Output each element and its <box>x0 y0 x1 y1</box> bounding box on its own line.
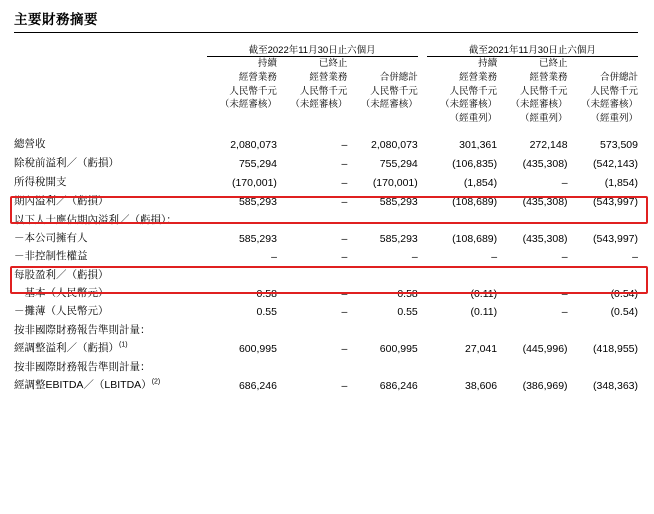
footnote-marker: (1) <box>119 341 128 349</box>
header-col-1-line3: 人民幣千元 <box>299 85 348 97</box>
title-divider <box>14 32 638 33</box>
header-col-1-line2: 經營業務 <box>309 71 348 83</box>
table-row <box>14 170 638 189</box>
row-value: 573,509 <box>600 138 638 151</box>
header-col-5-line4: （未經審核） <box>580 99 638 111</box>
header-col-3-line5: （經重列） <box>449 113 498 125</box>
table-section-row <box>14 208 638 227</box>
row-value: 0.58 <box>397 287 418 300</box>
table-row <box>14 132 638 151</box>
header-line1 <box>14 57 638 71</box>
header-col-5-line3: 人民幣千元 <box>590 85 638 97</box>
header-col-3-line3: 人民幣千元 <box>449 85 498 97</box>
header-col-1-line4: （未經審核） <box>290 99 348 111</box>
row-value: (108,689) <box>452 232 498 245</box>
row-value: (435,308) <box>522 157 568 170</box>
row-value: 755,294 <box>379 157 418 170</box>
row-value: – <box>561 250 568 263</box>
header-period-row <box>14 42 638 57</box>
header-col-1-line1: 已終止 <box>318 58 348 69</box>
row-value: – <box>341 379 348 392</box>
row-value: – <box>341 138 348 151</box>
row-label: 所得稅開支 <box>14 175 67 188</box>
table-row <box>14 374 638 392</box>
row-value: – <box>341 342 348 355</box>
header-col-0-line5 <box>207 112 277 126</box>
row-value: (170,001) <box>231 176 277 189</box>
header-col-5-line1 <box>568 57 638 71</box>
header-col-2-line3: 人民幣千元 <box>370 85 418 97</box>
header-line4 <box>14 98 638 112</box>
header-period-prior: 截至2021年11月30日止六個月 <box>427 42 638 57</box>
row-value: 600,995 <box>238 342 277 355</box>
row-value: 585,293 <box>379 232 418 245</box>
header-col-2-line4: （未經審核） <box>360 99 418 111</box>
row-value: (543,997) <box>593 195 638 208</box>
header-col-4-line3: 人民幣千元 <box>520 85 568 97</box>
row-value: (106,835) <box>452 157 498 170</box>
row-label: －非控制性權益 <box>14 249 88 262</box>
row-value: (435,308) <box>522 232 568 245</box>
table-row <box>14 151 638 170</box>
footnote-marker: (2) <box>151 378 161 386</box>
section-label: 按非國際財務報告準則計量： <box>14 360 151 373</box>
row-value: (170,001) <box>372 176 418 189</box>
row-label: －本公司擁有人 <box>14 231 88 244</box>
row-value: 2,080,073 <box>230 138 277 151</box>
table-row <box>14 245 638 263</box>
row-value: – <box>491 250 498 263</box>
header-col-0-line4: （未經審核） <box>219 99 277 111</box>
row-value: (1,854) <box>604 176 638 189</box>
row-label: 總營收 <box>14 137 46 150</box>
section-label: 每股盈利／（虧損） <box>14 268 109 281</box>
row-value: – <box>341 232 348 245</box>
table-section-row <box>14 263 638 282</box>
row-label: －攤薄（人民幣元） <box>14 304 109 317</box>
header-col-0-line2: 經營業務 <box>238 71 277 83</box>
header-period-current: 截至2022年11月30日止六個月 <box>207 42 418 57</box>
header-col-1-line5 <box>277 112 347 126</box>
row-label: 除稅前溢利／（虧損） <box>14 156 119 169</box>
header-col-4-line5: （經重列） <box>520 113 568 125</box>
header-line3 <box>14 85 638 99</box>
table-row <box>14 337 638 355</box>
header-col-5-line2: 合併總計 <box>599 71 638 83</box>
table-row <box>14 300 638 318</box>
row-value: 585,293 <box>238 232 277 245</box>
row-value: (386,969) <box>522 379 568 392</box>
header-line2 <box>14 71 638 85</box>
row-value: – <box>341 195 348 208</box>
row-value: (0.11) <box>470 287 498 300</box>
row-value: 686,246 <box>238 379 277 392</box>
row-value: (0.11) <box>470 305 498 318</box>
row-label: －基本（人民幣元） <box>14 286 109 299</box>
row-value: (543,997) <box>593 232 638 245</box>
row-label: 期內溢利／（虧損） <box>14 194 109 207</box>
row-label: 經調整溢利／（虧損） <box>14 341 119 354</box>
page-title: 主要財務摘要 <box>14 12 98 27</box>
row-value: 600,995 <box>379 342 418 355</box>
row-value: 585,293 <box>379 195 418 208</box>
table-header <box>14 42 638 132</box>
header-line5 <box>14 112 638 126</box>
row-value: 38,606 <box>465 379 498 392</box>
row-value: (542,143) <box>593 157 638 170</box>
header-col-2-line5 <box>347 112 417 126</box>
row-value: (348,363) <box>593 379 638 392</box>
header-col-3-line1: 持續 <box>478 58 498 69</box>
row-value: – <box>561 287 568 300</box>
row-value: – <box>561 176 568 189</box>
row-value: – <box>341 176 348 189</box>
row-value: 585,293 <box>238 195 277 208</box>
table-row <box>14 189 638 208</box>
row-value: (1,854) <box>463 176 498 189</box>
header-col-0-line1: 持續 <box>257 58 277 69</box>
row-value: 272,148 <box>529 138 568 151</box>
row-value: 0.55 <box>397 305 418 318</box>
row-value: – <box>341 250 348 263</box>
header-col-4-line2: 經營業務 <box>529 71 568 83</box>
header-col-0-line3: 人民幣千元 <box>229 85 277 97</box>
row-value: 2,080,073 <box>371 138 418 151</box>
row-value: – <box>341 287 348 300</box>
row-value: (0.54) <box>610 305 638 318</box>
row-value: 0.55 <box>256 305 277 318</box>
table-section-row <box>14 355 638 374</box>
row-value: 755,294 <box>238 157 277 170</box>
section-label: 按非國際財務報告準則計量： <box>14 323 151 336</box>
header-col-5-line5: （經重列） <box>590 113 638 125</box>
header-col-4-line4: （未經審核） <box>510 99 568 111</box>
row-value: (108,689) <box>452 195 498 208</box>
header-col-2-line2: 合併總計 <box>379 71 418 83</box>
row-value: – <box>341 157 348 170</box>
row-value: 301,361 <box>459 138 498 151</box>
row-value: – <box>632 250 638 263</box>
header-col-3-line4: （未經審核） <box>440 99 498 111</box>
row-value: 686,246 <box>379 379 418 392</box>
row-label: 經調整EBITDA／（LBITDA） <box>14 378 152 391</box>
row-value: – <box>411 250 418 263</box>
table-row <box>14 227 638 245</box>
row-value: – <box>561 305 568 318</box>
table-row <box>14 282 638 300</box>
row-value: (445,996) <box>522 342 568 355</box>
header-col-2-line1 <box>347 57 417 71</box>
row-value: (0.54) <box>610 287 638 300</box>
row-value: – <box>341 305 348 318</box>
table-body <box>14 132 638 392</box>
financial-summary-table <box>14 42 638 392</box>
row-value: 0.58 <box>256 287 277 300</box>
table-section-row <box>14 318 638 337</box>
row-value: (435,308) <box>522 195 568 208</box>
row-value: 27,041 <box>465 342 498 355</box>
row-value: – <box>271 250 277 263</box>
section-label: 以下人士應佔期內溢利／（虧損）： <box>14 213 177 226</box>
header-col-3-line2: 經營業務 <box>459 71 498 83</box>
row-value: (418,955) <box>593 342 638 355</box>
header-col-4-line1: 已終止 <box>539 58 568 69</box>
